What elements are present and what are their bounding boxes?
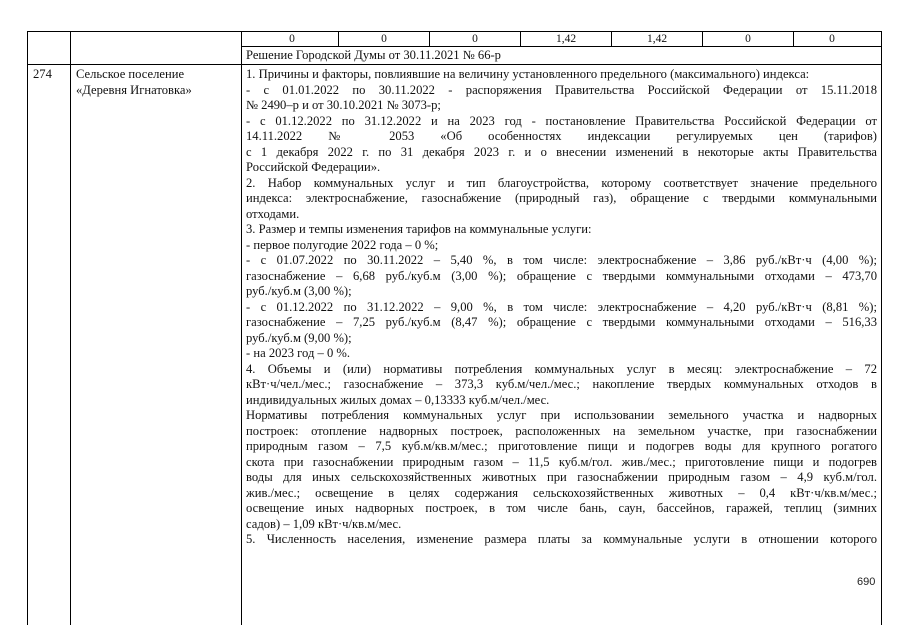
entry-description bbox=[242, 65, 881, 625]
previous-content-cell bbox=[242, 32, 881, 64]
subtable-value: 0 bbox=[430, 32, 521, 46]
entry-text-line: отходами. bbox=[246, 206, 300, 221]
entry-text-line: - с 01.12.2022 по 31.12.2022 и на 2023 год - постановление Правительства Российской Федерации от bbox=[246, 113, 877, 128]
document-table bbox=[27, 31, 882, 625]
entry-text-line: газоснабжение – 6,68 руб./куб.м (3,00 %); обращение с твердыми коммунальными отходами – 473,70 bbox=[246, 268, 877, 283]
entry-text-line: газоснабжение – 7,25 руб./куб.м (8,47 %); обращение с твердыми коммунальными отходами – 516,33 bbox=[246, 315, 877, 329]
entry-text-line: - с 01.07.2022 по 30.11.2022 – 5,40 %, в том числе: электроснабжение – 3,86 руб./кВт·ч (4,00 %); bbox=[246, 253, 877, 267]
entry-text-line: Нормативы потребления коммунальных услуг при использовании земельного участка и надворных bbox=[246, 408, 877, 422]
entry-text-line: индекса: электроснабжение, газоснабжение (природный газ), обращение с твердыми коммунальными bbox=[246, 191, 877, 205]
entry-number: 274 bbox=[28, 65, 71, 625]
entry-text-line: с 1 декабря 2022 г. по 31 декабря 2023 г. и о внесении изменений в некоторые акты Правительства bbox=[246, 144, 877, 159]
entry-text-line: индивидуальных жилых домах – 0,13333 куб.м/чел./мес. bbox=[246, 392, 550, 407]
subtable-value: 1,42 bbox=[612, 32, 703, 46]
entry-text-line: 1. Причины и факторы, повлиявшие на величину установленного предельного (максимального) индекса: bbox=[246, 67, 810, 81]
entry-text-line: скота при газоснабжении природным газом – 11,5 куб.м/гол. жив./мес.; приготовление пищи и подогрев bbox=[246, 454, 877, 469]
entry-text-line: построек: отопление надворных построек, расположенных на земельном участке, при газоснабжении bbox=[246, 423, 877, 438]
entry-text-line: 2. Набор коммунальных услуг и тип благоустройства, которому соответствует значение предельного bbox=[246, 175, 877, 190]
subtable-value: 0 bbox=[339, 32, 430, 46]
entry-text-line: - на 2023 год – 0 %. bbox=[246, 346, 351, 360]
entry-text-line: руб./куб.м (9,00 %); bbox=[246, 330, 352, 345]
entry-text-line: кВт·ч/чел./мес.; газоснабжение – 373,3 куб.м/чел./мес.; накопление твердых коммунальных отходов в bbox=[246, 377, 877, 391]
subtable-value: 0 bbox=[829, 33, 835, 45]
number-cell-empty bbox=[28, 32, 71, 64]
table-row-previous bbox=[28, 31, 881, 64]
subtable-value: 1,42 bbox=[521, 32, 612, 46]
entry-text-line: природным газом – 7,5 куб.м/кв.м/мес.; приготовление пищи и подогрев воды для крупного рогатого bbox=[246, 439, 877, 453]
entry-text-line: 3. Размер и темпы изменения тарифов на коммунальные услуги: bbox=[246, 222, 592, 236]
entry-text-line: № 2490–р и от 30.10.2021 № 3073-р; bbox=[246, 98, 441, 112]
entry-text-line: 14.11.2022 № 2053 «Об особенностях индексации регулируемых цен (тарифов) bbox=[246, 129, 877, 143]
entry-text-line: - с 01.12.2022 по 31.12.2022 – 9,00 %, в том числе: электроснабжение – 4,20 руб./кВт·ч (8,81 %); bbox=[246, 299, 877, 314]
entry-text-line: 4. Объемы и (или) нормативы потребления коммунальных услуг в месяц: электроснабжение – 72 bbox=[246, 361, 877, 376]
entry-text-line: Российской Федерации». bbox=[246, 160, 381, 174]
subtable-value: 0 bbox=[246, 32, 339, 46]
entry-text-line: - первое полугодие 2022 года – 0 %; bbox=[246, 237, 439, 252]
settlement-cell-empty bbox=[71, 32, 242, 64]
settlement-name: Сельское поселение «Деревня Игнатовка» bbox=[71, 65, 242, 625]
entry-text-line: - с 01.01.2022 по 30.11.2022 - распоряжения Правительства Российской Федерации от 15.11.2018 bbox=[246, 82, 877, 97]
page-number: 690 bbox=[857, 576, 876, 588]
subtable-value: 0 bbox=[703, 32, 794, 46]
decision-reference: Решение Городской Думы от 30.11.2021 № 66-р bbox=[246, 48, 501, 62]
index-values-subtable bbox=[242, 32, 881, 47]
entry-text-line: воды для иных сельскохозяйственных животных при газоснабжении природным газом – 4,9 куб.м/гол. bbox=[246, 470, 877, 484]
entry-text-line: 5. Численность населения, изменение размера платы за коммунальные услуги в отношении которого bbox=[246, 532, 877, 546]
entry-text-line: освещение иных надворных построек, в том числе бань, саун, бассейнов, гаражей, теплиц (зимних bbox=[246, 501, 877, 515]
entry-text-line: жив./мес.; освещение в целях содержания сельскохозяйственных животных – 0,4 кВт·ч/кв.м/мес.; bbox=[246, 485, 877, 500]
entry-text-line: садов) – 1,09 кВт·ч/кв.м/мес. bbox=[246, 516, 402, 531]
entry-text-line: руб./куб.м (3,00 %); bbox=[246, 284, 352, 298]
table-row-274 bbox=[28, 64, 881, 625]
